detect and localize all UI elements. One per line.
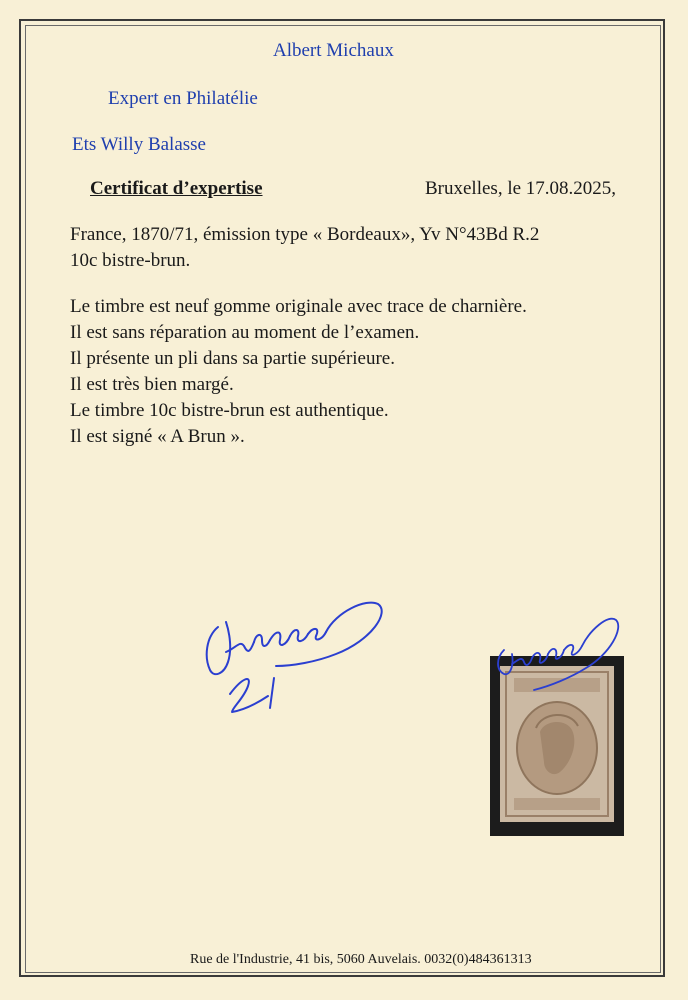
issue-line-2: 10c bistre-brun. xyxy=(70,250,191,271)
body-line: Il est très bien margé. xyxy=(70,374,234,395)
expert-title: Expert en Philatélie xyxy=(108,88,258,109)
certificate-heading: Certificat d’expertise xyxy=(90,178,263,199)
firm-name: Ets Willy Balasse xyxy=(72,134,206,155)
issue-line-1: France, 1870/71, émission type « Bordeaux», Yv N°43Bd R.2 xyxy=(70,224,540,245)
body-line: Le timbre est neuf gomme originale avec trace de charnière. xyxy=(70,296,527,317)
body-line: Il présente un pli dans sa partie supérieure. xyxy=(70,348,395,369)
expert-name: Albert Michaux xyxy=(273,40,394,61)
body-line: Le timbre 10c bistre-brun est authentique. xyxy=(70,400,389,421)
certificate-place-date: Bruxelles, le 17.08.2025, xyxy=(425,178,617,199)
body-line: Il est signé « A Brun ». xyxy=(70,426,245,447)
stamp-signature-icon xyxy=(486,606,646,696)
handwritten-signature-icon xyxy=(196,582,396,732)
body-line: Il est sans réparation au moment de l’examen. xyxy=(70,322,420,343)
footer-address: Rue de l'Industrie, 41 bis, 5060 Auvelais. 0032(0)484361313 xyxy=(190,952,532,967)
